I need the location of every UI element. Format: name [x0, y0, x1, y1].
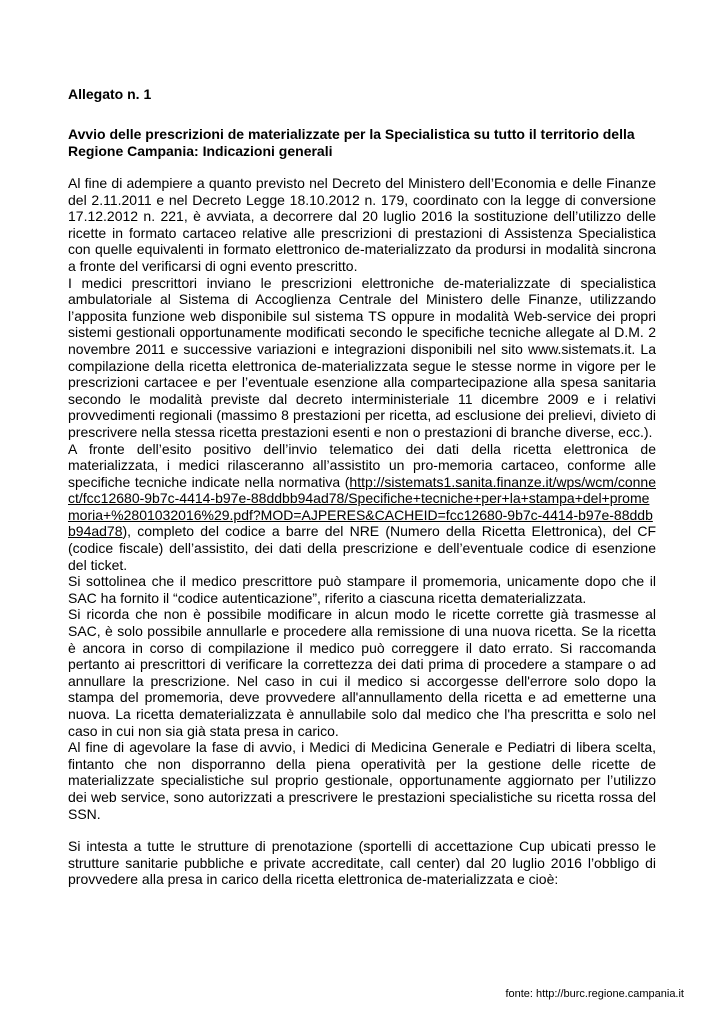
paragraph-promemoria — [68, 441, 656, 574]
paragraph-corrections: Si ricorda che non è possibile modificare in alcun modo le ricette corrette già trasmesse al SAC, è solo possibile annullarle e procedere alla remissione di una nuova ricetta. Se la ricetta è ancora in corso di compilazione il medico può correggere il dato errato. Si raccomanda pertanto ai prescrittori di verificare la correttezza dei dati prima di procedere a stampare o ad annullare la prescrizione. Nel caso in cui il medico si accorgesse dell'errore solo dopo la stampa del promemoria, deve provvedere all'annullamento della ricetta e ad emetterne una nuova. La ricetta dematerializzata è annullabile solo dal medico che l'ha prescritta e solo nel caso in cui non sia già stata presa in carico. — [68, 606, 656, 739]
paragraph-closing: Si intesta a tutte le strutture di prenotazione (sportelli di accettazione Cup ubicati presso le strutture sanitarie pubbliche e private accreditate, call center) dal 20 luglio 2016 l’obbligo di provvedere alla presa in carico della ricetta elettronica de-materializzata e cioè: — [68, 838, 656, 888]
promemoria-text-after: ), completo del codice a barre del NRE (Numero della Ricetta Elettronica), del CF (codice fiscale) dell’assistito, dei dati della prescrizione e dell’eventuale codice di esenzione del ticket. — [68, 523, 656, 573]
source-footer: fonte: http://burc.regione.campania.it — [505, 988, 684, 1000]
paragraph-print-note: Si sottolinea che il medico prescrittore può stampare il promemoria, unicamente dopo che il SAC ha fornito il “codice autenticazione”, riferito a ciascuna ricetta dematerializzata. — [68, 573, 656, 606]
paragraph-transition: Al fine di agevolare la fase di avvio, i Medici di Medicina Generale e Pediatri di libera scelta, fintanto che non disporranno della piena operatività per la gestione delle ricette de materializzate specialistiche sul proprio gestionale, opportunamente aggiornato per l’utilizzo dei web service, sono autorizzati a prescrivere le prestazioni specialistiche su ricetta rossa del SSN. — [68, 739, 656, 822]
paragraph-intro: Al fine di adempiere a quanto previsto nel Decreto del Ministero dell’Economia e delle Finanze del 2.11.2011 e nel Decreto Legge 18.10.2012 n. 179, coordinato con la legge di conversione 17.12.2012 n. 221, è avviata, a decorrere dal 20 luglio 2016 la sostituzione dell’utilizzo delle ricette in formato cartaceo relative alle prescrizioni di prestazioni di Assistenza Specialistica con quelle equivalenti in formato elettronico de-materializzato da prodursi in modalità sincrona a fronte del verificarsi di ogni evento prescritto. — [68, 175, 656, 274]
specifiche-tecniche-link[interactable]: http://sistemats1.sanita.finanze.it/wps/wcm/connect/fcc12680-9b7c-4414-b97e-88ddbb94ad78/Specifiche+tecniche+per+la+stampa+del+promemoria+%2801032016%29.pdf?MOD=AJPERES&CACHEID=fcc12680-9b7c-4414-b97e-88ddbb94ad78 — [68, 473, 656, 540]
paragraph-prescribers: I medici prescrittori inviano le prescrizioni elettroniche de-materializzate di specialistica ambulatoriale al Sistema di Accoglienza Centrale del Ministero delle Finanze, utilizzando l’apposita funzione web disponibile sul sistema TS oppure in modalità Web-service dei propri sistemi gestionali opportunamente modificati secondo le specifiche tecniche allegate al D.M. 2 novembre 2011 e successive variazioni e integrazioni disponibili nel sito www.sistemats.it. La compilazione della ricetta elettronica de-materializzata segue le stesse norme in vigore per le prescrizioni cartacee e per l’eventuale esenzione alla compartecipazione alla spesa sanitaria secondo le modalità previste dal decreto interministeriale 11 dicembre 2009 e i relativi provvedimenti regionali (massimo 8 prestazioni per ricetta, ad esclusione dei prelievi, divieto di prescrivere nella stessa ricetta prestazioni esenti e non o prestazioni di branche diverse, ecc.). — [68, 274, 656, 440]
annex-heading: Allegato n. 1 — [68, 86, 152, 102]
promemoria-text-before: A fronte dell’esito positivo dell’invio telematico dei dati della ricetta elettronica de materializzata, i medici rilasceranno all’assistito un pro-memoria cartaceo, conforme alle specifiche tecniche indicate nella normativa ( — [68, 440, 656, 490]
document-page — [68, 86, 656, 888]
document-title: Avvio delle prescrizioni de materializzate per la Specialistica su tutto il territorio della Regione Campania: Indicazioni generali — [68, 126, 635, 159]
paragraph-gap — [68, 822, 656, 838]
